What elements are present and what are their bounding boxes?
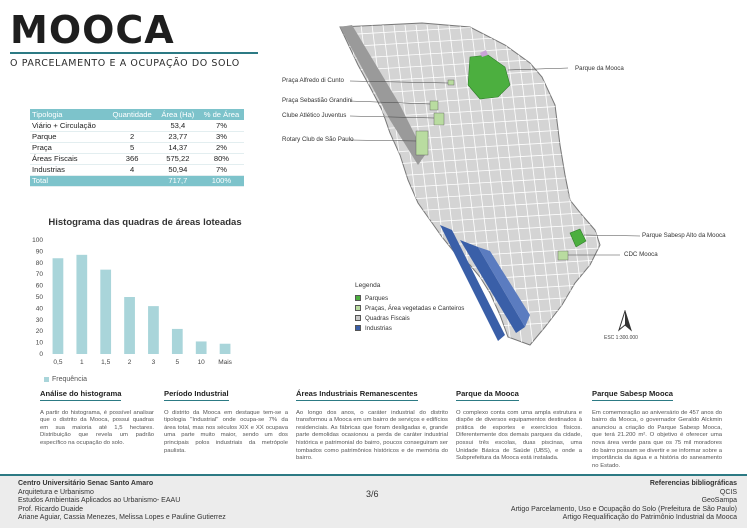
legend-title: Legenda	[355, 282, 381, 289]
reference-item: QCIS	[719, 488, 737, 496]
area-table	[30, 109, 244, 187]
reference-item: GeoSampa	[701, 497, 737, 505]
legend-label: Quadras Fiscais	[365, 314, 410, 322]
x-tick-label: 1	[80, 359, 84, 366]
table-cell: 3%	[199, 131, 244, 142]
table-total-row	[30, 175, 244, 186]
table-header: Tipologia	[30, 109, 107, 120]
table-cell: 2	[107, 131, 156, 142]
legend-label: Industrias	[365, 324, 392, 332]
map-label: Praça Alfredo di Cunto	[282, 77, 344, 84]
legend-label: Parques	[365, 294, 389, 302]
table-header-row	[30, 109, 244, 120]
table-cell: Total	[30, 175, 107, 186]
table-cell: 23,77	[157, 131, 199, 142]
histogram-bar	[124, 297, 135, 354]
histogram-bar	[76, 255, 87, 354]
legend-item	[355, 323, 464, 333]
y-tick-label: 100	[32, 237, 43, 244]
page-subtitle: O PARCELAMENTO E A OCUPAÇÃO DO SOLO	[10, 58, 240, 69]
map-label: Rotary Club de São Paulo	[282, 136, 354, 143]
map-label: CDC Mooca	[624, 251, 658, 258]
discipline: Estudos Ambientais Aplicados ao Urbanismo- EAAU	[18, 497, 181, 505]
square-juventus	[434, 113, 444, 125]
legend-item	[355, 293, 464, 303]
table-header: Área (Ha)	[157, 109, 199, 120]
y-tick-label: 60	[35, 282, 43, 290]
reference-item: Artigo Requalificação do Patrimônio Industrial da Mooca	[562, 514, 737, 522]
map-legend	[355, 282, 464, 333]
table-cell: 14,37	[157, 142, 199, 153]
table-cell: Áreas Fiscais	[30, 153, 107, 164]
map-label: Clube Atlético Juventus	[282, 112, 347, 119]
histogram-bar	[220, 344, 231, 354]
x-tick-label: 10	[197, 359, 205, 366]
table-cell: Praça	[30, 142, 107, 153]
footer-references	[511, 480, 737, 523]
legend-label: Praças, Área vegetadas e Canteiros	[365, 304, 465, 312]
legend-swatch	[355, 325, 361, 331]
page-title: MOOCA	[10, 8, 175, 52]
table-header: % de Área	[199, 109, 244, 120]
histogram-bar	[53, 258, 64, 354]
y-tick-label: 20	[35, 328, 43, 336]
page-number: 3/6	[366, 489, 379, 499]
y-tick-label: 10	[35, 339, 43, 347]
histogram-chart	[28, 234, 243, 370]
histogram-bar	[172, 329, 183, 354]
institution: Centro Universitário Senac Santo Amaro	[18, 480, 154, 487]
x-tick-label: 5	[175, 359, 180, 366]
table-cell	[107, 175, 156, 186]
table-cell: 5	[107, 142, 156, 153]
legend-swatch	[355, 295, 361, 301]
histogram-bar	[100, 270, 111, 354]
table-cell: 100%	[199, 175, 244, 186]
x-tick-label: 1,5	[101, 359, 111, 366]
north-arrow-icon	[618, 310, 632, 332]
y-tick-label: 70	[35, 271, 43, 279]
column-industrial-period	[164, 390, 288, 455]
square-cdc	[558, 251, 568, 260]
table-cell	[107, 120, 156, 131]
legend-item	[355, 313, 464, 323]
column-title: Áreas Industriais Remanescentes	[296, 390, 418, 401]
table-cell: Viário + Circulação	[30, 120, 107, 131]
table-cell: 7%	[199, 164, 244, 175]
x-tick-label: 2	[127, 359, 132, 366]
x-tick-label: 3	[151, 359, 156, 366]
column-histogram	[40, 390, 154, 448]
map-label: Parque Sabesp Alto da Mooca	[642, 232, 726, 239]
column-title: Período Industrial	[164, 390, 229, 401]
table-row	[30, 120, 244, 131]
y-tick-label: 40	[35, 305, 43, 313]
street-line	[570, 25, 610, 345]
table-cell: 50,94	[157, 164, 199, 175]
column-parque-mooca	[456, 390, 582, 463]
table-cell: Parque	[30, 131, 107, 142]
table-cell: 4	[107, 164, 156, 175]
legend-item	[355, 303, 464, 313]
x-tick-label: Mais	[218, 359, 232, 366]
street-line	[581, 25, 621, 345]
references-title: Referencias bibliográficas	[649, 480, 737, 487]
table-cell: 7%	[199, 120, 244, 131]
column-text: O complexo conta com uma ampla estrutura e dispõe de diversos equipamentos destinados à prática de esportes e exercícios físicos. Diferentemente dos demais parques da cidade, possui três escolas, duas piscinas, uma Unidade Básica de Saúde (UBS), e onde a Subprefeitura da Mooca está instalada.	[456, 409, 582, 462]
map-label: Praça Sebastião Grandini	[282, 97, 353, 104]
table-cell: 717,7	[157, 175, 199, 186]
reference-item: Artigo Parcelamento, Uso e Ocupação do Solo (Prefeitura de São Paulo)	[510, 505, 737, 513]
legend-swatch	[44, 377, 49, 382]
table-cell: 575,22	[157, 153, 199, 164]
students: Ariane Aguiar, Cassia Menezes, Melissa Lopes e Pauline Gutierrez	[18, 514, 226, 522]
histogram-bar	[196, 341, 207, 354]
square-sebastiao	[430, 101, 438, 110]
histogram-bar	[148, 306, 159, 354]
chart-legend	[44, 376, 87, 383]
table-cell: 80%	[199, 153, 244, 164]
x-tick-label: 0,5	[53, 359, 63, 366]
column-industrial-areas	[296, 390, 448, 463]
column-text: Ao longo dos anos, o caráter industrial do distrito transformou a Mooca em um bairro de serviços e edifícios residenciais. As fábricas que foram desligadas e, grande parte demolidas ocasionou a perda de caráter industrial histórica e patrimonial do bairro, poucos conseguiram ser tombados como patrimônios históricos e de memória do bairro.	[296, 409, 448, 462]
column-text: O distrito da Mooca em destaque tem-se a tipologia "Industrial" onde ocupa-se 7% da área total, mas nos séculos XIX e XX ocupava uma parte muito maior, sendo um dos principais polos industriais da metrópole paulista.	[164, 409, 288, 454]
footer-credits	[18, 480, 226, 523]
column-text: A partir do histograma, é possível analisar que o distrito da Mooca, possui quadras em sua maioria até 1,5 hectares. Distribuição que revela um padrão específico na ocupação do solo.	[40, 409, 154, 446]
square-rotary	[416, 131, 428, 155]
table-row	[30, 164, 244, 175]
course: Arquitetura e Urbanismo	[18, 488, 94, 496]
column-title: Parque Sabesp Mooca	[592, 390, 673, 401]
page-footer	[0, 474, 747, 528]
legend-label: Frequência	[52, 376, 88, 383]
table-cell: 2%	[199, 142, 244, 153]
y-tick-label: 50	[35, 294, 43, 301]
column-title: Análise do histograma	[40, 390, 121, 401]
table-row	[30, 142, 244, 153]
map-label: Parque da Mooca	[575, 65, 624, 72]
y-tick-label: 90	[35, 248, 43, 256]
legend-swatch	[355, 315, 361, 321]
square-alfredo	[448, 80, 454, 85]
table-row	[30, 153, 244, 164]
column-title: Parque da Mooca	[456, 390, 519, 401]
table-cell: 53,4	[157, 120, 199, 131]
title-underline	[10, 52, 258, 54]
column-parque-sabesp	[592, 390, 722, 470]
y-tick-label: 80	[35, 259, 43, 267]
map-scale: ESC 1:300.000	[604, 335, 638, 341]
legend-swatch	[355, 305, 361, 311]
table-row	[30, 131, 244, 142]
column-text: Em comemoração ao aniversário de 457 anos do bairro da Mooca, o governador Geraldo Alckmin anunciou a criação do Parque Sabesp Mooca, que terá 21.200 m². O objetivo é oferecer uma nova área verde para que os 75 mil moradores do bairro possam se divertir e se informar sobre a importância da água e a história do saneamento no Estado.	[592, 409, 722, 469]
table-header: Quantidade	[107, 109, 156, 120]
table-cell: 366	[107, 153, 156, 164]
chart-title: Histograma das quadras de áreas loteadas	[48, 217, 242, 228]
y-tick-label: 30	[35, 316, 43, 324]
professor: Prof. Ricardo Duaide	[18, 505, 83, 513]
table-cell: Industrias	[30, 164, 107, 175]
y-tick-label: 0	[39, 351, 43, 358]
